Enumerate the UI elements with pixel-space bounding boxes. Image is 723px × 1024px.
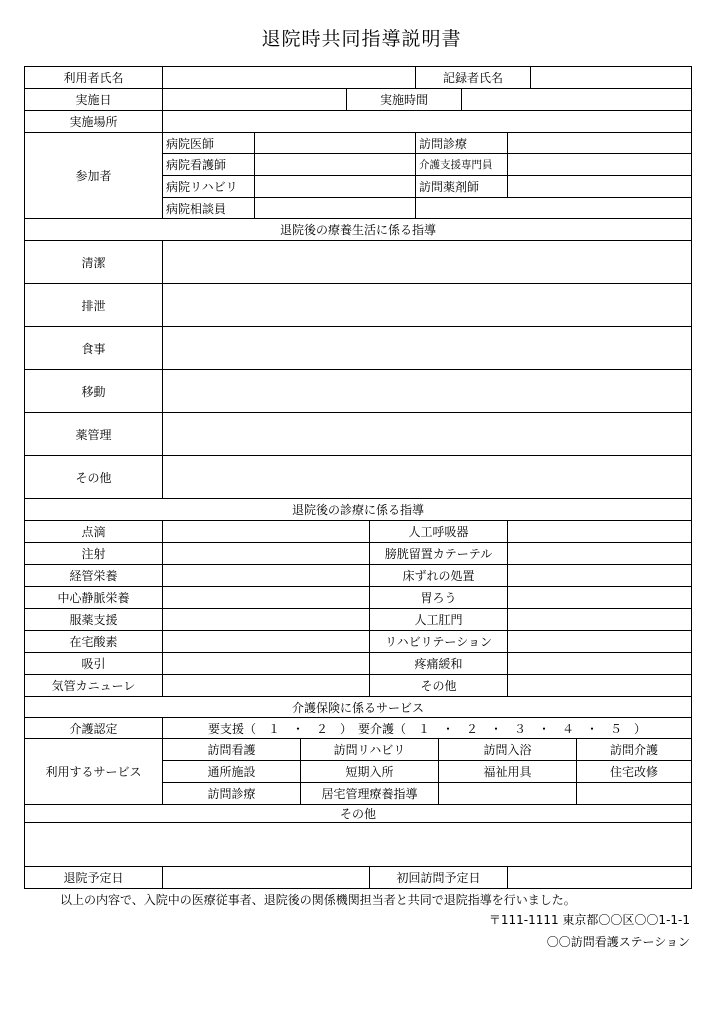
medical-item-label: 注射 (24, 542, 162, 564)
medical-item-label: 経管栄養 (24, 564, 162, 586)
participant-field[interactable] (507, 175, 692, 197)
guidance-form (24, 66, 692, 889)
discharge-date-field[interactable] (162, 866, 369, 889)
life-item-field[interactable] (162, 412, 692, 455)
participant-label: 介護支援専門員 (415, 153, 507, 175)
service-option[interactable]: 居宅管理療養指導 (300, 782, 438, 804)
medical-item-label: 疼痛緩和 (369, 652, 507, 674)
participant-field[interactable] (507, 153, 692, 175)
life-item-label: 薬管理 (24, 412, 162, 455)
service-option[interactable]: 福祉用具 (438, 760, 576, 782)
medical-item-label: その他 (369, 674, 507, 696)
discharge-date-label: 退院予定日 (24, 866, 162, 889)
medical-item-label: 膀胱留置カテーテル (369, 542, 507, 564)
medical-item-field[interactable] (507, 630, 692, 652)
footer-station: 〇〇訪問看護ステーション (546, 935, 690, 949)
services-label: 利用するサービス (24, 738, 162, 804)
section-heading-care: 介護保険に係るサービス (24, 696, 692, 717)
medical-item-field[interactable] (507, 520, 692, 542)
medical-item-field[interactable] (162, 652, 369, 674)
medical-item-label: 点滴 (24, 520, 162, 542)
certification-label: 介護認定 (24, 717, 162, 738)
medical-item-field[interactable] (162, 564, 369, 586)
medical-item-field[interactable] (507, 608, 692, 630)
place-field[interactable] (162, 110, 692, 132)
medical-item-label: 人工呼吸器 (369, 520, 507, 542)
recorder-label: 記録者氏名 (415, 66, 530, 88)
medical-item-field[interactable] (162, 630, 369, 652)
participant-label: 訪問薬剤師 (415, 175, 507, 197)
footer-statement: 以上の内容で、入院中の医療従事者、退院後の関係機関担当者と共同で退院指導を行いました。 (60, 893, 576, 907)
participant-field[interactable] (507, 132, 692, 153)
medical-item-label: 服薬支援 (24, 608, 162, 630)
life-item-field[interactable] (162, 326, 692, 369)
recorder-field[interactable] (530, 66, 692, 88)
medical-item-label: 中心静脈栄養 (24, 586, 162, 608)
service-option[interactable]: 通所施設 (162, 760, 300, 782)
life-item-label: 移動 (24, 369, 162, 412)
medical-item-field[interactable] (162, 586, 369, 608)
medical-item-label: リハビリテーション (369, 630, 507, 652)
date-label: 実施日 (24, 88, 162, 110)
time-field[interactable] (461, 88, 692, 110)
participant-label: 病院看護師 (162, 153, 254, 175)
section-heading-other: その他 (24, 804, 692, 822)
medical-item-field[interactable] (507, 586, 692, 608)
medical-item-field[interactable] (507, 564, 692, 586)
life-item-field[interactable] (162, 455, 692, 498)
medical-item-field[interactable] (162, 520, 369, 542)
life-item-field[interactable] (162, 283, 692, 326)
participant-field[interactable] (254, 175, 415, 197)
medical-item-field[interactable] (162, 542, 369, 564)
user-name-label: 利用者氏名 (24, 66, 162, 88)
date-field[interactable] (162, 88, 346, 110)
first-visit-date-label: 初回訪問予定日 (369, 866, 507, 889)
participant-label: 病院リハビリ (162, 175, 254, 197)
service-option[interactable]: 短期入所 (300, 760, 438, 782)
life-item-label: 清潔 (24, 240, 162, 283)
medical-item-label: 在宅酸素 (24, 630, 162, 652)
section-heading-medical: 退院後の診療に係る指導 (24, 498, 692, 520)
participant-label: 病院医師 (162, 132, 254, 153)
service-option[interactable]: 訪問介護 (576, 738, 692, 760)
section-heading-life: 退院後の療養生活に係る指導 (24, 218, 692, 240)
medical-item-field[interactable] (162, 608, 369, 630)
service-blank (576, 782, 692, 804)
medical-item-label: 床ずれの処置 (369, 564, 507, 586)
medical-item-label: 胃ろう (369, 586, 507, 608)
life-item-field[interactable] (162, 369, 692, 412)
participant-label: 病院相談員 (162, 197, 254, 218)
participant-field[interactable] (254, 153, 415, 175)
medical-item-field[interactable] (162, 674, 369, 696)
participant-label: 訪問診療 (415, 132, 507, 153)
medical-item-label: 気管カニューレ (24, 674, 162, 696)
document-title: 退院時共同指導説明書 (261, 28, 462, 50)
life-item-field[interactable] (162, 240, 692, 283)
place-label: 実施場所 (24, 110, 162, 132)
medical-item-field[interactable] (507, 652, 692, 674)
medical-item-field[interactable] (507, 674, 692, 696)
service-option[interactable]: 訪問看護 (162, 738, 300, 760)
first-visit-date-field[interactable] (507, 866, 692, 889)
time-label: 実施時間 (346, 88, 461, 110)
life-item-label: 食事 (24, 326, 162, 369)
service-blank (438, 782, 576, 804)
medical-item-label: 吸引 (24, 652, 162, 674)
certification-value: 要支援（ １ ・ ２ ） 要介護（ １ ・ ２ ・ ３ ・ ４ ・ ５ ） (162, 717, 692, 738)
footer-address: 〒111-1111 東京都〇〇区〇〇1-1-1 (488, 913, 690, 927)
participant-field[interactable] (254, 132, 415, 153)
life-item-label: その他 (24, 455, 162, 498)
medical-item-field[interactable] (507, 542, 692, 564)
participant-field[interactable] (254, 197, 415, 218)
service-option[interactable]: 住宅改修 (576, 760, 692, 782)
other-field[interactable] (24, 822, 692, 866)
medical-item-label: 人工肛門 (369, 608, 507, 630)
service-option[interactable]: 訪問リハビリ (300, 738, 438, 760)
service-option[interactable]: 訪問入浴 (438, 738, 576, 760)
participants-label: 参加者 (24, 132, 162, 218)
participant-blank (415, 197, 692, 218)
life-item-label: 排泄 (24, 283, 162, 326)
service-option[interactable]: 訪問診療 (162, 782, 300, 804)
user-name-field[interactable] (162, 66, 415, 88)
